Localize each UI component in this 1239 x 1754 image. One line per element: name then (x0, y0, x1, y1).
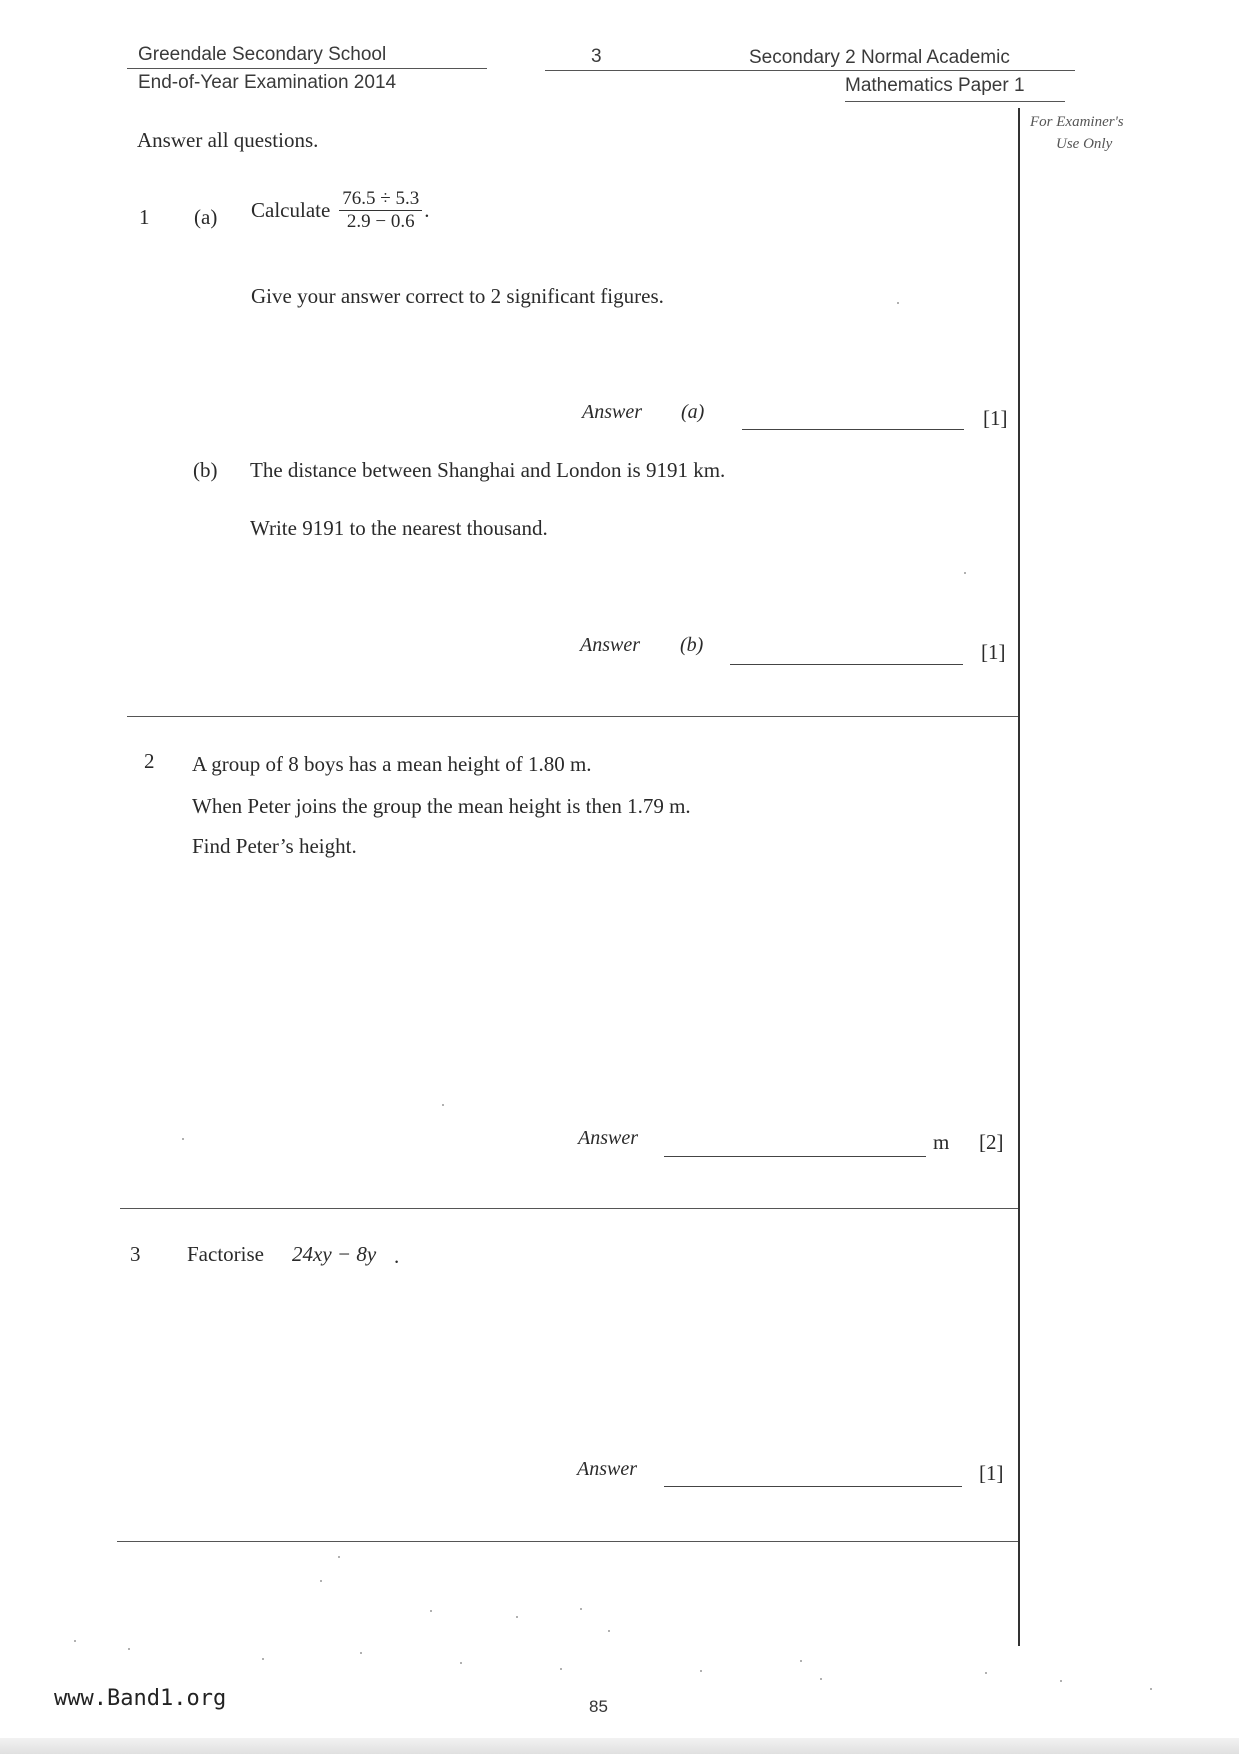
divider-q2 (120, 1208, 1018, 1209)
scan-edge (0, 1738, 1239, 1754)
answer-3-label: Answer (577, 1458, 637, 1480)
answer-1a-label: Answer (582, 401, 642, 423)
question-1a-suffix: . (424, 197, 430, 222)
question-1a-instruction: Give your answer correct to 2 significant figures. (251, 284, 664, 308)
course-title: Secondary 2 Normal Academic (749, 47, 1010, 68)
marks-1a: [1] (983, 406, 1008, 430)
question-1-number: 1 (139, 205, 150, 229)
question-1b-instruction: Write 9191 to the nearest thousand. (250, 516, 548, 540)
answer-1a-line[interactable] (742, 429, 964, 430)
divider-q3 (117, 1541, 1018, 1542)
fraction-denominator: 2.9 − 0.6 (346, 210, 415, 232)
answer-1b-part: (b) (680, 634, 704, 656)
paper-title: Mathematics Paper 1 (845, 75, 1025, 96)
answer-2-line[interactable] (664, 1156, 926, 1157)
question-1a-expression (251, 188, 429, 233)
divider-q1 (127, 716, 1018, 717)
examiner-margin-line (1018, 108, 1020, 1646)
examiner-label-line2: Use Only (1056, 136, 1113, 152)
answer-3-line[interactable] (664, 1486, 962, 1487)
exam-title: End-of-Year Examination 2014 (138, 72, 397, 93)
question-1a-label: (a) (194, 205, 218, 229)
answer-2-unit: m (933, 1130, 950, 1154)
examiner-label-line1: For Examiner's (1030, 114, 1124, 130)
question-3-expression: 24xy − 8y (292, 1242, 377, 1266)
question-1b-text: The distance between Shanghai and London is 9191 km. (250, 458, 726, 482)
header-rule-right (545, 70, 1075, 71)
marks-1b: [1] (981, 640, 1006, 664)
watermark: www.Band1.org (54, 1686, 227, 1711)
marks-3: [1] (979, 1461, 1004, 1485)
answer-1b-label: Answer (580, 634, 640, 656)
school-name: Greendale Secondary School (138, 44, 387, 65)
question-1a-prefix: Calculate (251, 197, 331, 222)
question-2-number: 2 (144, 749, 155, 773)
question-1b-label: (b) (193, 458, 218, 482)
marks-2: [2] (979, 1130, 1004, 1154)
page-number: 3 (591, 46, 602, 67)
question-3-prefix: Factorise (187, 1242, 264, 1266)
footer-page-number: 85 (589, 1697, 608, 1716)
question-3-suffix: . (394, 1244, 400, 1268)
fraction-numerator: 76.5 ÷ 5.3 (339, 188, 422, 211)
instructions: Answer all questions. (137, 128, 319, 152)
question-2-line3: Find Peter’s height. (192, 834, 357, 858)
header-rule-left (127, 68, 487, 69)
question-3-number: 3 (130, 1242, 141, 1266)
header-rule-paper (845, 101, 1065, 102)
answer-1b-line[interactable] (730, 664, 963, 665)
fraction (339, 188, 422, 233)
question-2-line2: When Peter joins the group the mean height is then 1.79 m. (192, 794, 691, 818)
answer-1a-part: (a) (681, 401, 705, 423)
answer-2-label: Answer (578, 1127, 638, 1149)
question-2-line1: A group of 8 boys has a mean height of 1.80 m. (192, 752, 592, 776)
